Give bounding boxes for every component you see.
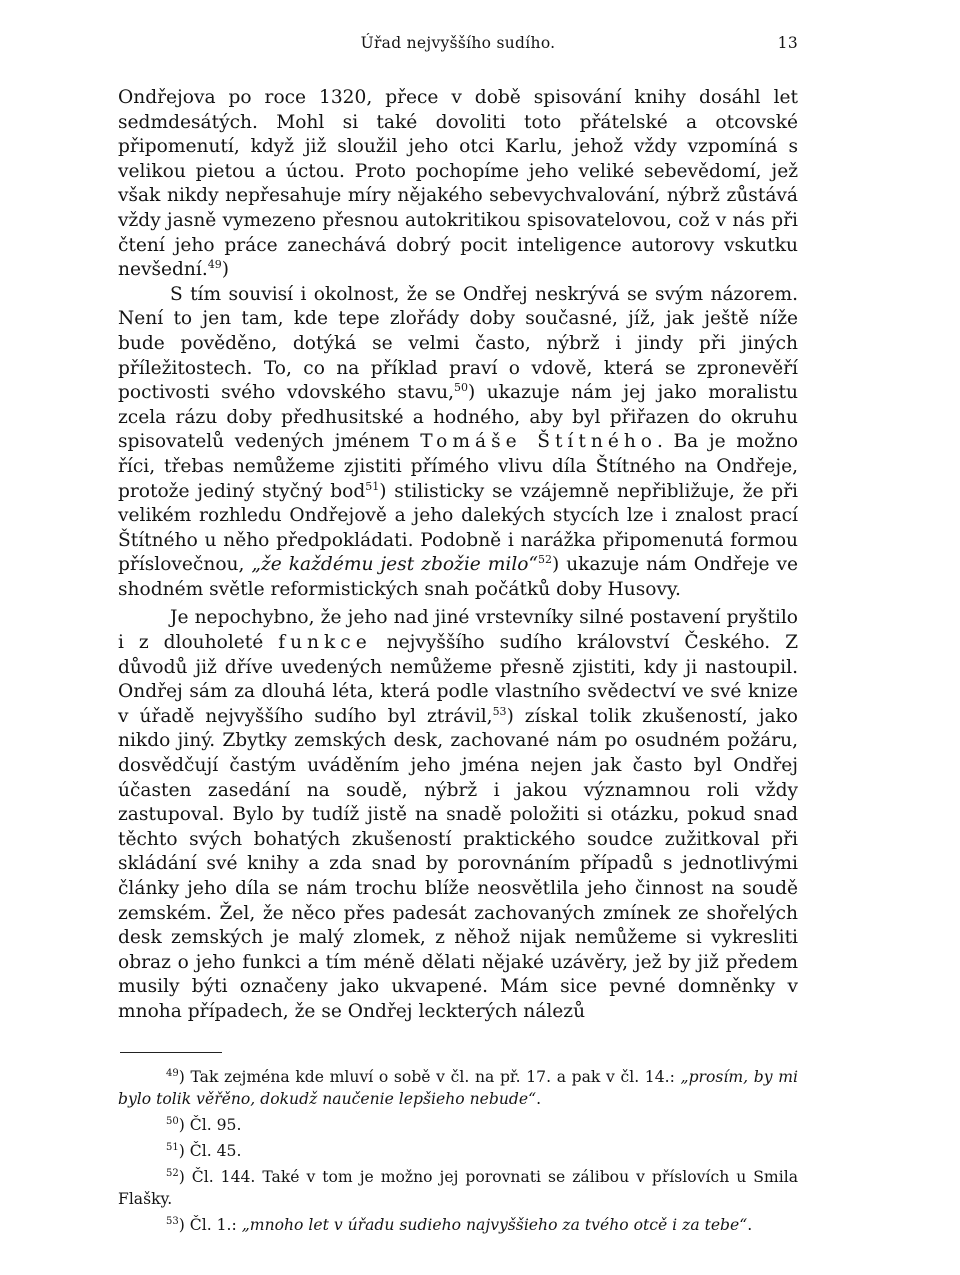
footnote-rule (120, 1052, 222, 1053)
footnote-quote: „mnoho let v úřadu sudieho najvyššieho za tvého otcě i za tebe“ (241, 1215, 748, 1234)
footnote-number: 51 (166, 1141, 179, 1153)
footnote-ref-49: 49 (207, 257, 222, 271)
text-run: . Ba je možno říci, třebas nemůžeme zjistiti přímého vlivu díla Štítného na Ondřeje, protože jediný styčný bod (118, 431, 799, 502)
footnote-text: Čl. 144. Také v tom je možno jej porovnati se zálibou v příslovích u Smila Flašky. (118, 1167, 798, 1208)
footnote-number: 53 (166, 1215, 179, 1227)
footnote-end: . (747, 1215, 753, 1234)
footnote-52 (118, 1166, 798, 1211)
footnote-text: Tak zejména kde mluví o sobě v čl. na př. 17. a pak v čl. 14.: (184, 1068, 681, 1086)
footnote-quote: „prosím, by mi bylo tolik věřěno, dokudž naučenie lepšieho nebude“ (118, 1068, 798, 1109)
text-run: Ondřejova po roce 1320, přece v době spisování knihy dosáhl let sedmdesátých. Mohl si také dovoliti toto přátelské a otcovské připomenutí, když již sloužil jeho otci Karlu, jehož vždy vzpomíná s velikou pietou a úctou. Proto pochopíme jeho veliké sebevědomí, jež však nikdy nepřesahuje míry nějakého sebevychvalování, nýbrž zůstává vždy jasně vymezeno přesnou autokritikou spisovatelovou, což v nás při čtení jeho práce zanechává dobrý pocit inteligence autorovy vskutku nevšední. (118, 87, 798, 281)
footnote-mark: ) (178, 1068, 185, 1086)
footnote-ref-51: 51 (365, 479, 380, 493)
footnote-text: Čl. 45. (184, 1141, 242, 1160)
text-run: ) (221, 259, 230, 281)
footnote-number: 50 (166, 1115, 179, 1127)
running-head (118, 34, 798, 56)
footnote-mark: ) (178, 1141, 185, 1160)
text-run: ) stilisticky se vzájemně nepřibližuje, že při velikém rozhledu Ondřejově a jeho dalekých stycích lze i znalost prací Štítného u něho předpokládati. Podobně i narážka připomenutá formou příslovečnou, (118, 480, 798, 576)
text-run: S tím souvisí i okolnost, že se Ondřej neskrývá se svým názorem. Není to jen tam, kde tepe zlořády doby současné, jíž, jak ještě níže bude pověděno, dotýká se velmi často, nýbrž i jindy při jiných příležitostech. To, co na příklad praví o vdově, která se zpronevěří poctivosti svého vdovského stavu, (118, 283, 798, 404)
footnote-mark: ) (178, 1116, 185, 1135)
text-run: ) ukazuje nám jej jako moralistu zcela rázu doby předhusitské a hodného, aby byl přiřazen do okruhu spisovatelů vedených jménem (118, 382, 798, 453)
footnote-end: . (536, 1090, 542, 1109)
text-run: ) získal tolik zkušeností, jako nikdo jiný. Zbytky zemských desk, zachované nám po osudném požáru, dosvědčují častým uváděním jeho jména nejen jak často byl Ondřej účasten zasedání na soudě, nýbrž i jakou významnou roli vždy zastupoval. Bylo by tudíž jistě na snadě položiti si otázku, pokud snad těchto svých bohatých zkušeností praktického soudce zužitkoval při skládání své knihy a zda snad by porovnáním případů s jednotlivými články jeho díla se nám trochu blíže neosvětlila jeho činnost na soudě zemském. Žel, že něco přes padesát zachovaných zmínek ze shořelých desk zemských je malý zlomek, z něhož nijak nemůžeme si vykresliti obraz o jeho funkci a tím méně dělati nějaké uzávěry, jež by již předem musily býti označeny jako ukvapené. Mám sice pevné domněnky v mnoha případech, že se Ondřej leckterých nálezů (118, 705, 799, 1022)
spaced-word: funkce (278, 632, 372, 654)
proverb-quote: „že každému jest zbožie milo“ (251, 554, 539, 576)
running-title: Úřad nejvyššího sudího. (360, 34, 556, 52)
footnote-number: 52 (166, 1167, 179, 1179)
paragraph-3 (118, 606, 798, 1024)
body-text (118, 86, 798, 1025)
page-number: 13 (777, 34, 798, 52)
footnote-ref-50: 50 (453, 380, 468, 394)
footnote-53 (118, 1214, 798, 1236)
footnote-51 (118, 1140, 798, 1162)
footnote-mark: ) (178, 1215, 185, 1234)
spaced-name: Tomáše Štítného (420, 431, 657, 453)
footnote-49 (118, 1066, 798, 1111)
footnote-number: 49 (166, 1067, 179, 1079)
footnote-mark: ) (178, 1167, 185, 1186)
text-run: Je nepochybno, že jeho nad jiné vrstevníky silné postavení pryštilo i z dlouholeté (118, 607, 798, 654)
footnotes (118, 1066, 798, 1239)
paragraph-1 (118, 86, 798, 283)
footnote-text: Čl. 1.: (184, 1215, 242, 1234)
footnote-ref-53: 53 (492, 704, 507, 718)
footnote-50 (118, 1114, 798, 1136)
text-run: ) ukazuje nám Ondřeje ve shodném světle reformistických snah počátků doby Husovy. (118, 554, 799, 600)
footnote-text: Čl. 95. (184, 1116, 242, 1135)
text-run: nejvyššího sudího království Českého. Z důvodů již dříve uvedených nemůžeme přesně zjistiti, kdy ji nastoupil. Ondřej sám za dlouhá léta, která podle vlastního svědectví ve své knize v úřadě nejvyššího sudího byl ztrávil, (118, 632, 799, 727)
paragraph-2 (118, 283, 798, 603)
footnote-ref-52: 52 (538, 553, 553, 567)
